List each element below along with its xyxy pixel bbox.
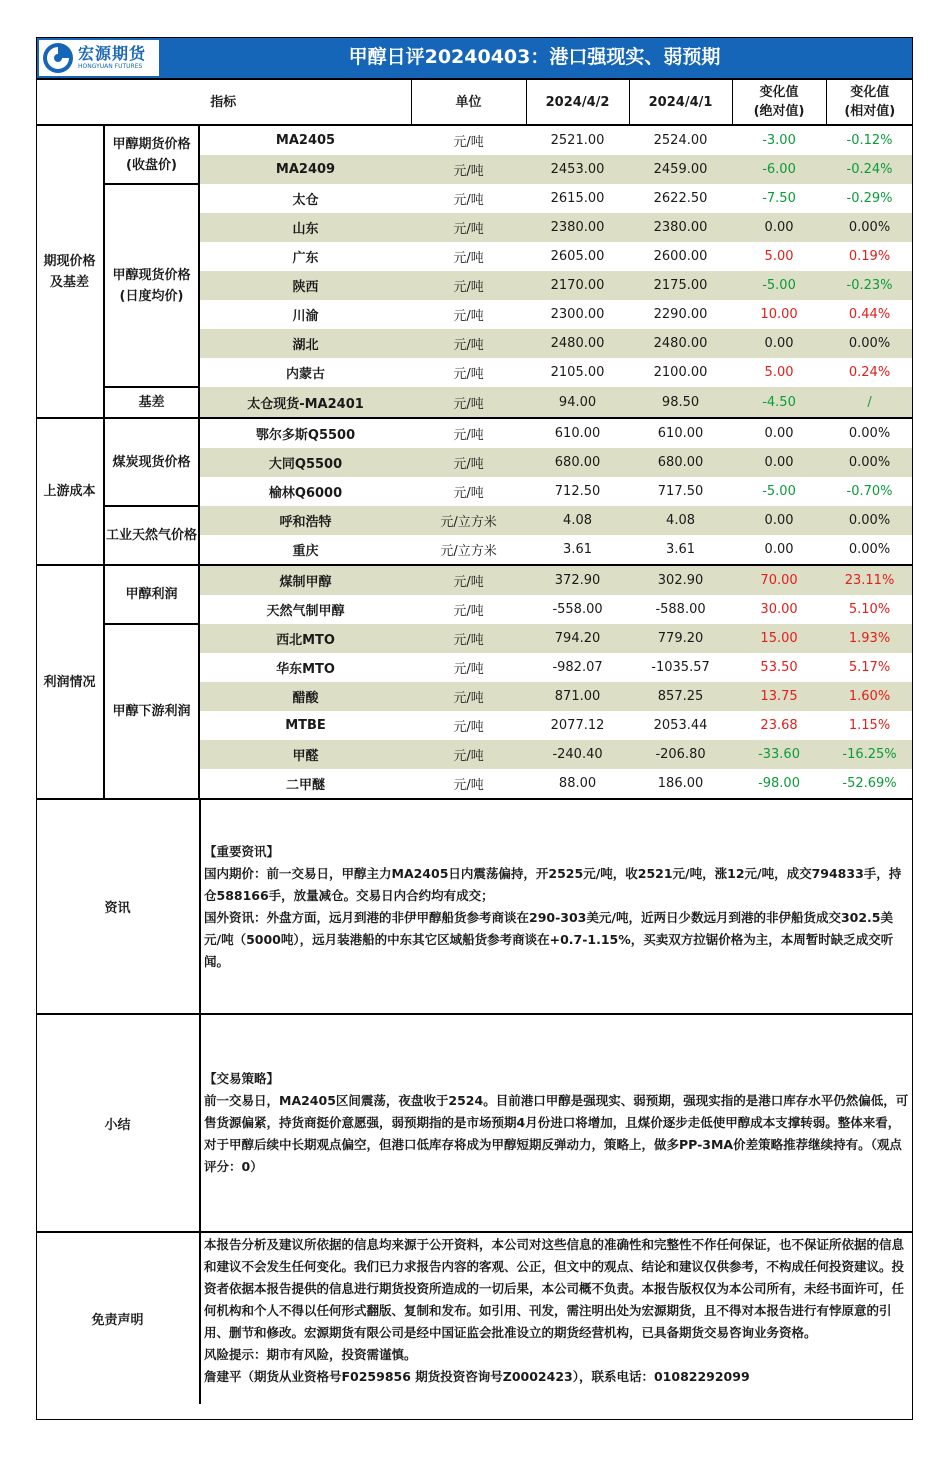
disclaimer-section (36, 1233, 913, 1404)
news-body (201, 800, 913, 1013)
table-row (36, 184, 913, 213)
table-header-row (36, 79, 913, 125)
news-label: 资讯 (36, 800, 201, 1013)
indicator-name: MA2409 (199, 155, 411, 184)
table-row (36, 565, 913, 595)
change-abs: -4.50 (732, 387, 826, 418)
hongyuan-logo-icon (42, 42, 74, 74)
disclaimer-body (201, 1233, 913, 1404)
indicator-name: 太仓现货-MA2401 (199, 387, 411, 418)
change-abs: 0.00 (764, 426, 794, 441)
unit-cell: 元/吨 (411, 271, 526, 300)
value-date1: 871.00 (526, 682, 629, 711)
group-label: 上游成本 (36, 418, 104, 565)
summary-paragraph: 前一交易日，MA2405区间震荡，夜盘收于2524。目前港口甲醇是强现实、弱预期，强现实指的是港口库存水平仍然偏低，可售货源偏紧，持货商挺价意愿强，弱预期指的是市场预期4月份进口将增加，且煤价逐步走低使甲醇成本支撑转弱。整体来看，对于甲醇后续中长期观点偏空，但港口低库存将成为甲醇短期反弹动力，策略上，做多PP-3MA价差策略推荐继续持有。（观点评分：0） (204, 1093, 909, 1174)
value-date2: 302.90 (629, 565, 732, 595)
unit-cell: 元/吨 (453, 604, 484, 619)
change-abs: 23.68 (760, 718, 798, 733)
change-rel: -0.12% (846, 133, 893, 148)
col-header-indicator: 指标 (36, 79, 411, 125)
change-rel: 0.00% (826, 448, 913, 477)
value-date2: 610.00 (657, 426, 704, 441)
value-date2: -588.00 (655, 602, 706, 617)
value-date1: 2105.00 (550, 365, 605, 380)
col-header-unit: 单位 (411, 79, 526, 125)
value-date1: 4.08 (526, 506, 629, 535)
value-date2: 2053.44 (653, 718, 708, 733)
indicator-name: 鄂尔多斯Q5500 (255, 428, 356, 443)
unit-cell: 元/吨 (453, 428, 484, 443)
change-abs: -3.00 (762, 133, 796, 148)
table-row (36, 624, 913, 653)
news-paragraph: 国外资讯：外盘方面，远月到港的非伊甲醇船货参考商谈在290-303美元/吨，近两日少数远月到港的非伊船货成交302.5美元/吨（5000吨），远月装港船的中东其它区域船货参考商谈在+0.7-1.15%，买卖双方拉锯价格为主，本周暂时缺乏成交听闻。 (204, 909, 894, 969)
change-abs: -5.00 (732, 271, 826, 300)
change-rel: 0.00% (826, 535, 913, 565)
change-rel: 0.00% (826, 506, 913, 535)
value-date1: 94.00 (526, 387, 629, 418)
value-date1: 2480.00 (526, 329, 629, 358)
table-row (36, 125, 913, 155)
change-rel: 0.00% (826, 329, 913, 358)
change-abs: -6.00 (732, 155, 826, 184)
indicator-name: 山东 (199, 213, 411, 242)
unit-cell: 元/吨 (453, 662, 484, 677)
value-date2: 779.20 (629, 624, 732, 653)
unit-cell: 元/吨 (411, 213, 526, 242)
change-abs: -7.50 (762, 191, 796, 206)
change-rel: 1.93% (826, 624, 913, 653)
change-rel: 0.19% (848, 249, 891, 264)
value-date1: 2453.00 (526, 155, 629, 184)
indicator-name: 陕西 (199, 271, 411, 300)
change-rel: 0.00% (848, 426, 891, 441)
indicator-name: MA2405 (275, 133, 336, 148)
value-date2: 2480.00 (629, 329, 732, 358)
report-banner (36, 37, 913, 78)
indicator-name: MTBE (285, 718, 326, 733)
group-label: 利润情况 (36, 565, 104, 799)
disclaimer-paragraph: 本报告分析及建议所依据的信息均来源于公开资料，本公司对这些信息的准确性和完整性不作任何保证，也不保证所依据的信息和建议不会发生任何变化。我们已力求报告内容的客观、公正，但文中的观点、结论和建议仅供参考，不构成任何投资建议。投资者依据本报告提供的信息进行期货投资所造成的一切后果，本公司概不负责。本报告版权仅为本公司所有，未经书面许可，任何机构和个人不得以任何形式翻版、复制和发布。如引用、刊发，需注明出处为宏源期货，且不得对本报告进行有悖原意的引用、删节和修改。宏源期货有限公司是经中国证监会批准设立的期货经营机构，已具备期货交易咨询业务资格。 (204, 1237, 905, 1340)
unit-cell: 元/吨 (411, 769, 526, 799)
change-rel: -0.29% (846, 191, 893, 206)
subgroup-label: 煤炭现货价格 (104, 418, 199, 506)
analyst-contact: 詹建平（期货从业资格号F0259856 期货投资咨询号Z0002423），联系电话：01082292099 (204, 1369, 750, 1384)
value-date1: 2380.00 (526, 213, 629, 242)
news-heading: 【重要资讯】 (204, 843, 280, 859)
change-abs: 30.00 (760, 602, 798, 617)
unit-cell: 元/吨 (453, 486, 484, 501)
value-date1: 2077.12 (550, 718, 605, 733)
change-rel: / (826, 387, 913, 418)
change-rel: 23.11% (826, 565, 913, 595)
table-row (36, 506, 913, 535)
col-header-date1: 2024/4/2 (526, 79, 629, 125)
logo-text-cn: 宏源期货 (78, 44, 147, 63)
col-header-change-abs: 变化值 (绝对值) (732, 79, 826, 125)
value-date1: -240.40 (526, 740, 629, 769)
value-date2: 2459.00 (629, 155, 732, 184)
value-date2: 857.25 (629, 682, 732, 711)
change-rel: -16.25% (826, 740, 913, 769)
subgroup-label: 甲醇下游利润 (104, 624, 199, 799)
change-abs: 53.50 (760, 660, 798, 675)
value-date1: 680.00 (526, 448, 629, 477)
unit-cell: 元/吨 (411, 387, 526, 418)
value-date1: 610.00 (554, 426, 601, 441)
indicator-name: 呼和浩特 (199, 506, 411, 535)
table-row (36, 387, 913, 418)
unit-cell: 元/吨 (411, 740, 526, 769)
value-date2: 98.50 (629, 387, 732, 418)
unit-cell: 元/吨 (453, 135, 484, 150)
value-date1: 372.90 (526, 565, 629, 595)
value-date1: 3.61 (526, 535, 629, 565)
summary-body (201, 1015, 913, 1231)
value-date1: 794.20 (526, 624, 629, 653)
change-rel: 1.60% (826, 682, 913, 711)
indicator-name: 榆林Q6000 (268, 486, 343, 501)
risk-warning: 风险提示：期市有风险，投资需谨慎。 (204, 1347, 417, 1362)
value-date2: 2600.00 (653, 249, 708, 264)
subgroup-label: 甲醇利润 (104, 565, 199, 624)
company-logo (39, 40, 159, 76)
news-section (36, 800, 913, 1015)
change-abs: 10.00 (760, 307, 798, 322)
unit-cell: 元/吨 (453, 720, 484, 735)
value-date2: -206.80 (629, 740, 732, 769)
indicator-name: 重庆 (199, 535, 411, 565)
indicator-name: 湖北 (199, 329, 411, 358)
group-label: 期现价格 及基差 (36, 125, 104, 418)
change-abs: -5.00 (762, 484, 796, 499)
col-header-date2: 2024/4/1 (629, 79, 732, 125)
change-abs: 0.00 (732, 448, 826, 477)
indicator-name: 太仓 (292, 193, 319, 208)
unit-cell: 元/吨 (411, 565, 526, 595)
change-abs: 0.00 (732, 329, 826, 358)
change-rel: 5.10% (848, 602, 891, 617)
change-abs: -33.60 (732, 740, 826, 769)
unit-cell: 元/吨 (453, 309, 484, 324)
unit-cell: 元/吨 (453, 251, 484, 266)
change-rel: -0.24% (826, 155, 913, 184)
logo-text-en: HONGYUAN FUTURES (78, 63, 143, 70)
subgroup-label: 甲醇期货价格 (收盘价) (104, 125, 199, 184)
report (36, 37, 913, 1404)
value-date2: 717.50 (657, 484, 704, 499)
summary-heading: 【交易策略】 (204, 1071, 280, 1086)
subgroup-label: 甲醇现货价格 (日度均价) (104, 184, 199, 387)
indicator-name: 广东 (292, 251, 319, 266)
change-abs: 13.75 (732, 682, 826, 711)
value-date1: 88.00 (526, 769, 629, 799)
col-header-change-rel: 变化值 (相对值) (826, 79, 913, 125)
indicator-name: 大同Q5500 (199, 448, 411, 477)
unit-cell: 元/立方米 (411, 506, 526, 535)
indicator-name: 川渝 (292, 309, 319, 324)
change-abs: 0.00 (732, 213, 826, 242)
summary-label: 小结 (36, 1015, 201, 1231)
unit-cell: 元/吨 (411, 624, 526, 653)
value-date2: 2290.00 (653, 307, 708, 322)
change-abs: 5.00 (764, 365, 794, 380)
change-rel: 5.17% (848, 660, 891, 675)
value-date1: -558.00 (552, 602, 603, 617)
value-date2: 4.08 (629, 506, 732, 535)
unit-cell: 元/吨 (411, 448, 526, 477)
value-date2: 2175.00 (629, 271, 732, 300)
value-date1: 2521.00 (550, 133, 605, 148)
value-date1: 2615.00 (550, 191, 605, 206)
subgroup-label: 基差 (104, 387, 199, 418)
unit-cell: 元/吨 (411, 329, 526, 358)
change-abs: 70.00 (732, 565, 826, 595)
unit-cell: 元/立方米 (411, 535, 526, 565)
change-abs: 5.00 (764, 249, 794, 264)
indicator-name: 二甲醚 (199, 769, 411, 799)
change-rel: 0.44% (848, 307, 891, 322)
value-date2: 680.00 (629, 448, 732, 477)
unit-cell: 元/吨 (411, 155, 526, 184)
news-paragraph: 国内期价：前一交易日，甲醇主力MA2405日内震荡偏持，开2525元/吨，收2521元/吨，涨12元/吨，成交794833手，持仓588166手，放量减仓。交易日内合约均有成交； (204, 865, 902, 903)
indicator-name: 西北MTO (199, 624, 411, 653)
indicator-name: 华东MTO (276, 662, 335, 677)
indicator-name: 煤制甲醇 (199, 565, 411, 595)
value-date1: 2605.00 (550, 249, 605, 264)
change-rel: 0.24% (848, 365, 891, 380)
change-abs: -98.00 (732, 769, 826, 799)
unit-cell: 元/吨 (453, 367, 484, 382)
change-abs: 0.00 (732, 506, 826, 535)
disclaimer-label: 免责声明 (36, 1233, 201, 1404)
change-rel: -52.69% (826, 769, 913, 799)
indicator-name: 甲醛 (199, 740, 411, 769)
value-date2: 186.00 (629, 769, 732, 799)
value-date2: -1035.57 (651, 660, 710, 675)
report-title: 甲醇日评20240403：港口强现实、弱预期 (348, 46, 721, 68)
value-date2: 2380.00 (629, 213, 732, 242)
value-date1: 2300.00 (550, 307, 605, 322)
change-rel: -0.70% (846, 484, 893, 499)
value-date2: 3.61 (629, 535, 732, 565)
value-date2: 2524.00 (653, 133, 708, 148)
indicator-name: 内蒙古 (286, 367, 326, 382)
value-date2: 2100.00 (653, 365, 708, 380)
indicator-name: 天然气制甲醇 (266, 604, 345, 619)
value-date1: 712.50 (554, 484, 601, 499)
change-rel: 1.15% (848, 718, 891, 733)
subgroup-label: 工业天然气价格 (104, 506, 199, 565)
unit-cell: 元/吨 (453, 193, 484, 208)
indicator-name: 醋酸 (199, 682, 411, 711)
unit-cell: 元/吨 (411, 682, 526, 711)
change-rel: -0.23% (826, 271, 913, 300)
change-abs: 15.00 (732, 624, 826, 653)
indicator-table (36, 78, 913, 800)
value-date1: 2170.00 (526, 271, 629, 300)
value-date1: -982.07 (552, 660, 603, 675)
table-row (36, 418, 913, 448)
change-abs: 0.00 (732, 535, 826, 565)
value-date2: 2622.50 (653, 191, 708, 206)
change-rel: 0.00% (826, 213, 913, 242)
summary-section (36, 1015, 913, 1233)
